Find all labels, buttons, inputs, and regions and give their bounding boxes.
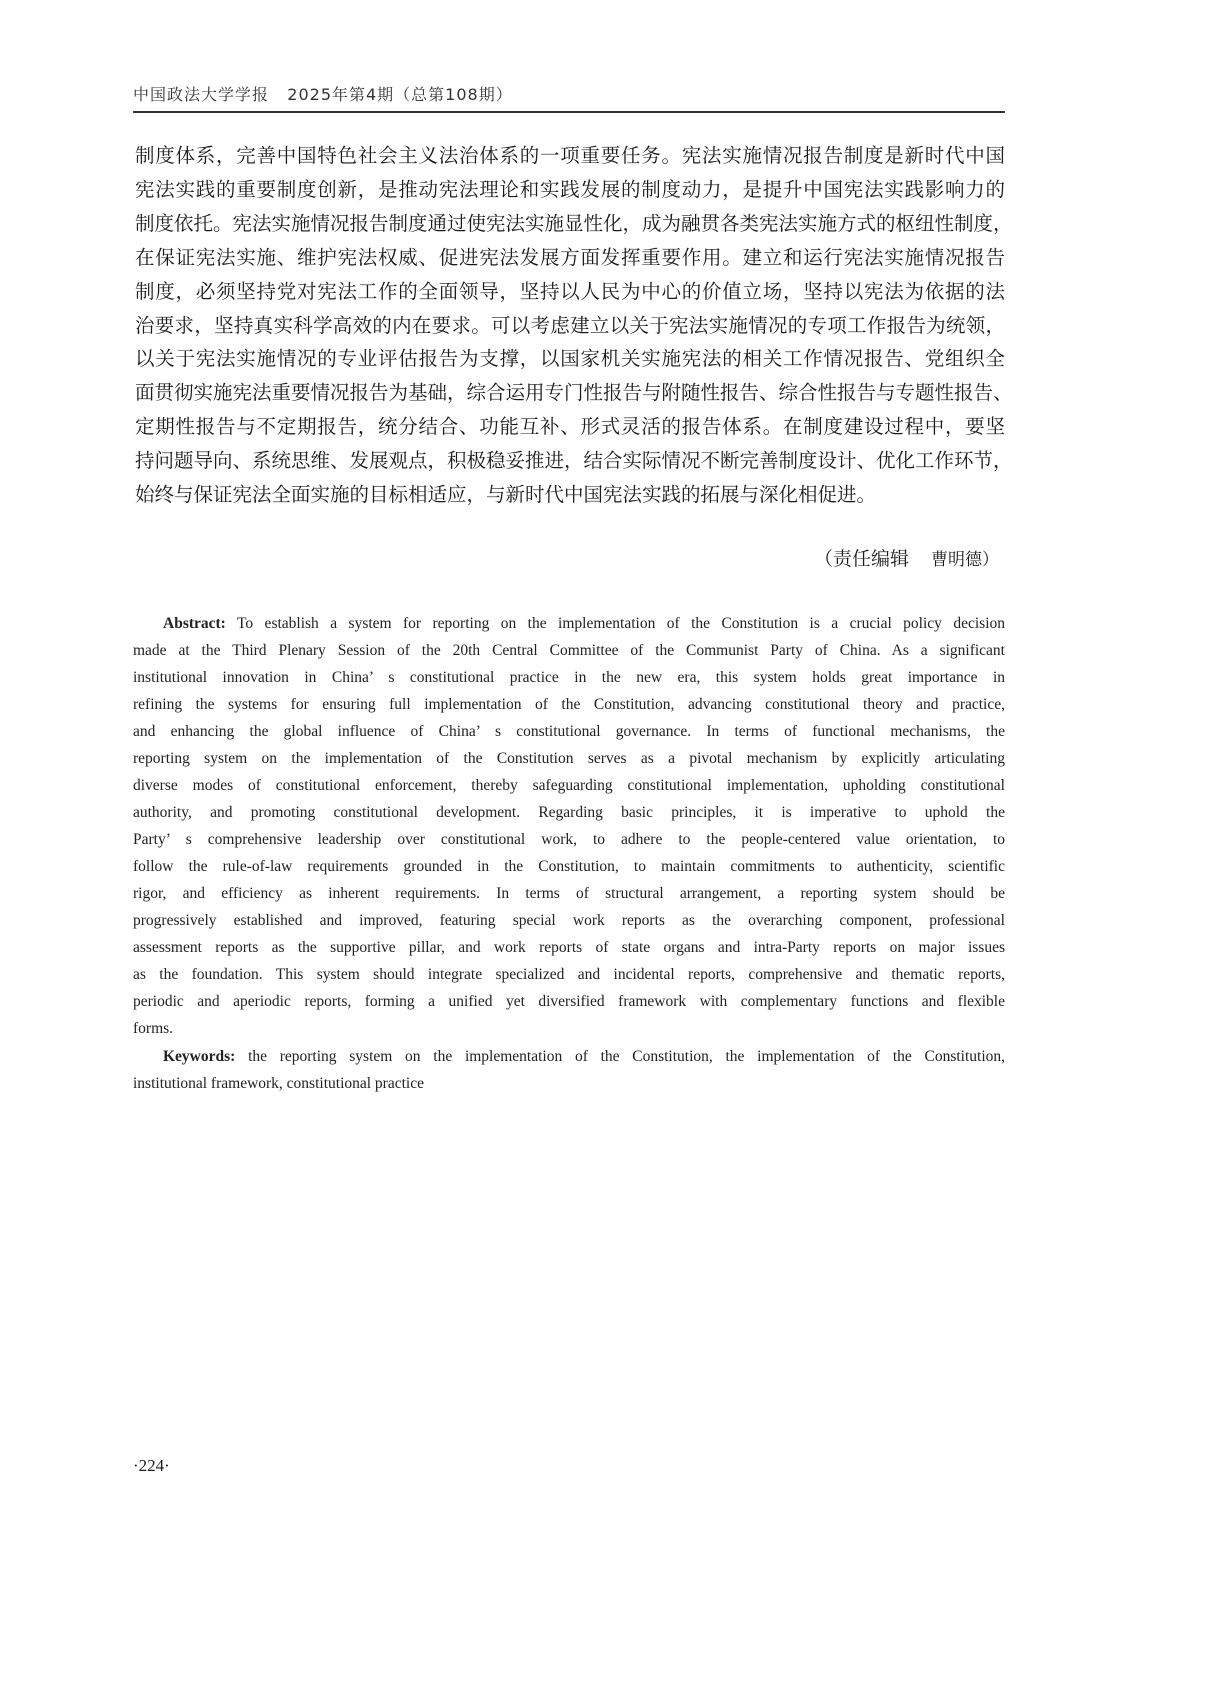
abstract-line: forms. [133,1020,174,1037]
body-line: 面贯彻实施宪法重要情况报告为基础，综合运用专门性报告与附随性报告、综合性报告与专题性报告、 [135,381,1013,405]
keywords-label: Keywords: [163,1048,236,1065]
abstract-text: To establish a system for reporting on the implementation of the Constitution is a crucial policy decision [237,615,1005,632]
editor-name: 曹明德） [931,550,999,570]
abstract-line: as the foundation. This system should integrate specialized and incidental reports, comprehensive and thematic reports, [133,966,1005,983]
body-line: 治要求，坚持真实科学高效的内在要求。可以考虑建立以关于宪法实施情况的专项工作报告为统领， [135,313,1005,337]
abstract-line: refining the systems for ensuring full implementation of the Constitution, advancing constitutional theory and practice, [133,696,1005,713]
body-line: 制度依托。宪法实施情况报告制度通过使宪法实施显性化，成为融贯各类宪法实施方式的枢纽性制度， [135,211,1013,235]
abstract-line: reporting system on the implementation of the Constitution serves as a pivotal mechanism by explicitly articulating [133,750,1005,767]
page-number: ·224· [133,1456,170,1475]
abstract-line: made at the Third Plenary Session of the 20th Central Committee of the Communist Party of China. As a significant [133,642,1005,659]
body-line: 以关于宪法实施情况的专业评估报告为支撑，以国家机关实施宪法的相关工作情况报告、党组织全 [135,347,1005,371]
body-line: 制度，必须坚持党对宪法工作的全面领导，坚持以人民为中心的价值立场，坚持以宪法为依据的法 [135,279,1005,303]
abstract-line: follow the rule-of-law requirements grounded in the Constitution, to maintain commitments to authenticity, scientific [133,858,1005,875]
issue-info: 2025年第4期（总第108期） [287,85,513,104]
abstract-line: assessment reports as the supportive pillar, and work reports of state organs and intra-Party reports on major issues [133,939,1005,956]
abstract-line: diverse modes of constitutional enforcement, thereby safeguarding constitutional implementation, upholding constitutional [133,777,1005,794]
abstract-label: Abstract: [163,615,226,632]
responsible-editor [814,544,999,571]
running-header [133,82,513,105]
body-line: 在保证宪法实施、维护宪法权威、促进宪法发展方面发挥重要作用。建立和运行宪法实施情况报告 [135,245,1005,269]
abstract-line: rigor, and efficiency as inherent requirements. In terms of structural arrangement, a reporting system should be [133,885,1005,902]
abstract-line: authority, and promoting constitutional development. Regarding basic principles, it is imperative to uphold the [133,804,1005,821]
abstract-line [163,614,1005,634]
abstract-line: and enhancing the global influence of China’ s constitutional governance. In terms of functional mechanisms, the [133,723,1005,740]
body-line: 始终与保证宪法全面实施的目标相适应，与新时代中国宪法实践的拓展与深化相促进。 [135,483,877,506]
body-line: 制度体系，完善中国特色社会主义法治体系的一项重要任务。宪法实施情况报告制度是新时代中国 [135,144,1005,167]
abstract-line: institutional innovation in China’ s constitutional practice in the new era, this system holds great importance in [133,669,1005,686]
abstract-line: progressively established and improved, featuring special work reports as the overarching component, professional [133,912,1005,929]
keywords-line [163,1047,1005,1067]
body-line: 定期性报告与不定期报告，统分结合、功能互补、形式灵活的报告体系。在制度建设过程中，要坚 [135,415,1005,439]
keywords-text: the reporting system on the implementation of the Constitution, the implementation of the Constitution, [248,1048,1006,1065]
journal-name: 中国政法大学学报 [133,85,270,104]
abstract-line: periodic and aperiodic reports, forming a unified yet diversified framework with complementary functions and flexible [133,993,1005,1010]
keywords-line: institutional framework, constitutional practice [133,1075,424,1092]
editor-label: （责任编辑 [813,548,909,570]
abstract-line: Party’ s comprehensive leadership over constitutional work, to adhere to the people-centered value orientation, to [133,831,1005,848]
body-line: 宪法实践的重要制度创新，是推动宪法理论和实践发展的制度动力，是提升中国宪法实践影响力的 [135,177,1005,201]
header-rule [133,111,1005,113]
body-line: 持问题导向、系统思维、发展观点，积极稳妥推进，结合实际情况不断完善制度设计、优化工作环节， [135,449,1013,473]
